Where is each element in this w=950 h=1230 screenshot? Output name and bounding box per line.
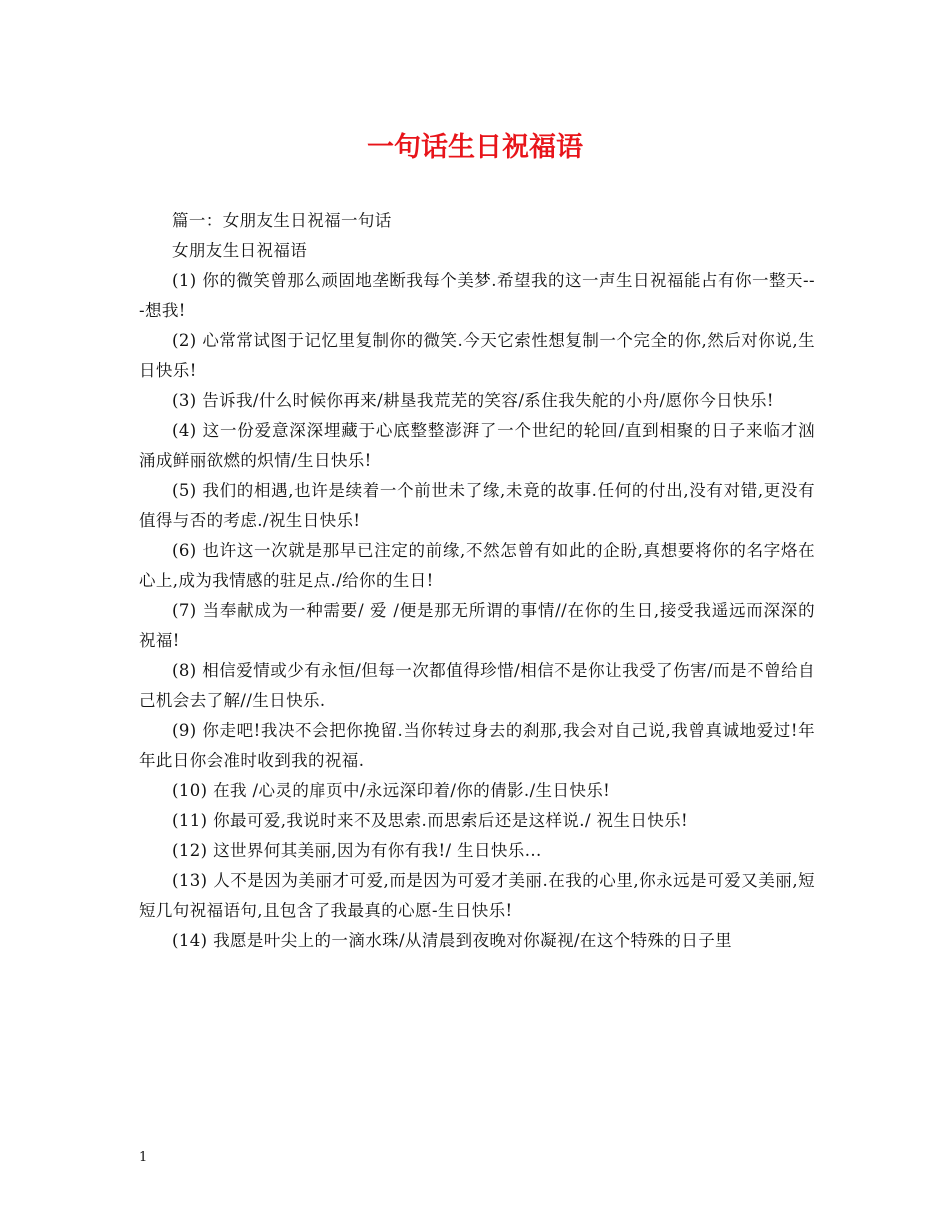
body-paragraph: (8) 相信爱情或少有永恒/但每一次都值得珍惜/相信不是你让我受了伤害/而是不曾给自己机会去了解//生日快乐. <box>139 661 815 710</box>
body-paragraph: (13) 人不是因为美丽才可爱,而是因为可爱才美丽.在我的心里,你永远是可爱又美丽,短短几句祝福语句,且包含了我最真的心愿-生日快乐! <box>139 871 815 920</box>
body-paragraph: (3) 告诉我/什么时候你再来/耕垦我荒芜的笑容/系住我失舵的小舟/愿你今日快乐! <box>172 391 774 410</box>
body-paragraph: (4) 这一份爱意深深埋藏于心底整整澎湃了一个世纪的轮回/直到相聚的日子来临才汹涌成鲜丽欲燃的炽情/生日快乐! <box>139 421 815 470</box>
body-paragraph: (9) 你走吧!我决不会把你挽留.当你转过身去的刹那,我会对自己说,我曾真诚地爱过!年年此日你会准时收到我的祝福. <box>139 721 815 770</box>
subsection-heading: 女朋友生日祝福语 <box>172 241 308 260</box>
page-number: 1 <box>139 1150 148 1165</box>
body-paragraph: (14) 我愿是叶尖上的一滴水珠/从清晨到夜晚对你凝视/在这个特殊的日子里 <box>172 931 733 950</box>
body-paragraph: (7) 当奉献成为一种需要/ 爱 /便是那无所谓的事情//在你的生日,接受我遥远而深深的祝福! <box>139 601 815 650</box>
section-heading: 篇一：女朋友生日祝福一句话 <box>172 211 392 230</box>
document-body <box>139 206 815 956</box>
body-paragraph: (5) 我们的相遇,也许是续着一个前世未了缘,未竟的故事.任何的付出,没有对错,更没有值得与否的考虑./祝生日快乐! <box>139 481 815 530</box>
body-paragraph: (10) 在我 /心灵的扉页中/永远深印着/你的倩影./生日快乐! <box>172 781 611 800</box>
body-paragraph: (6) 也许这一次就是那早已注定的前缘,不然怎曾有如此的企盼,真想要将你的名字烙在心上,成为我情感的驻足点./给你的生日! <box>139 541 815 590</box>
body-paragraph: (12) 这世界何其美丽,因为有你有我!/ 生日快乐... <box>172 841 542 860</box>
body-paragraph: (1) 你的微笑曾那么顽固地垄断我每个美梦.希望我的这一声生日祝福能占有你一整天---想我! <box>139 271 815 320</box>
body-paragraph: (11) 你最可爱,我说时来不及思索.而思索后还是这样说./ 祝生日快乐! <box>172 811 689 830</box>
body-paragraph: (2) 心常常试图于记忆里复制你的微笑.今天它索性想复制一个完全的你,然后对你说,生日快乐! <box>139 331 815 380</box>
page-title: 一句话生日祝福语 <box>367 132 583 163</box>
